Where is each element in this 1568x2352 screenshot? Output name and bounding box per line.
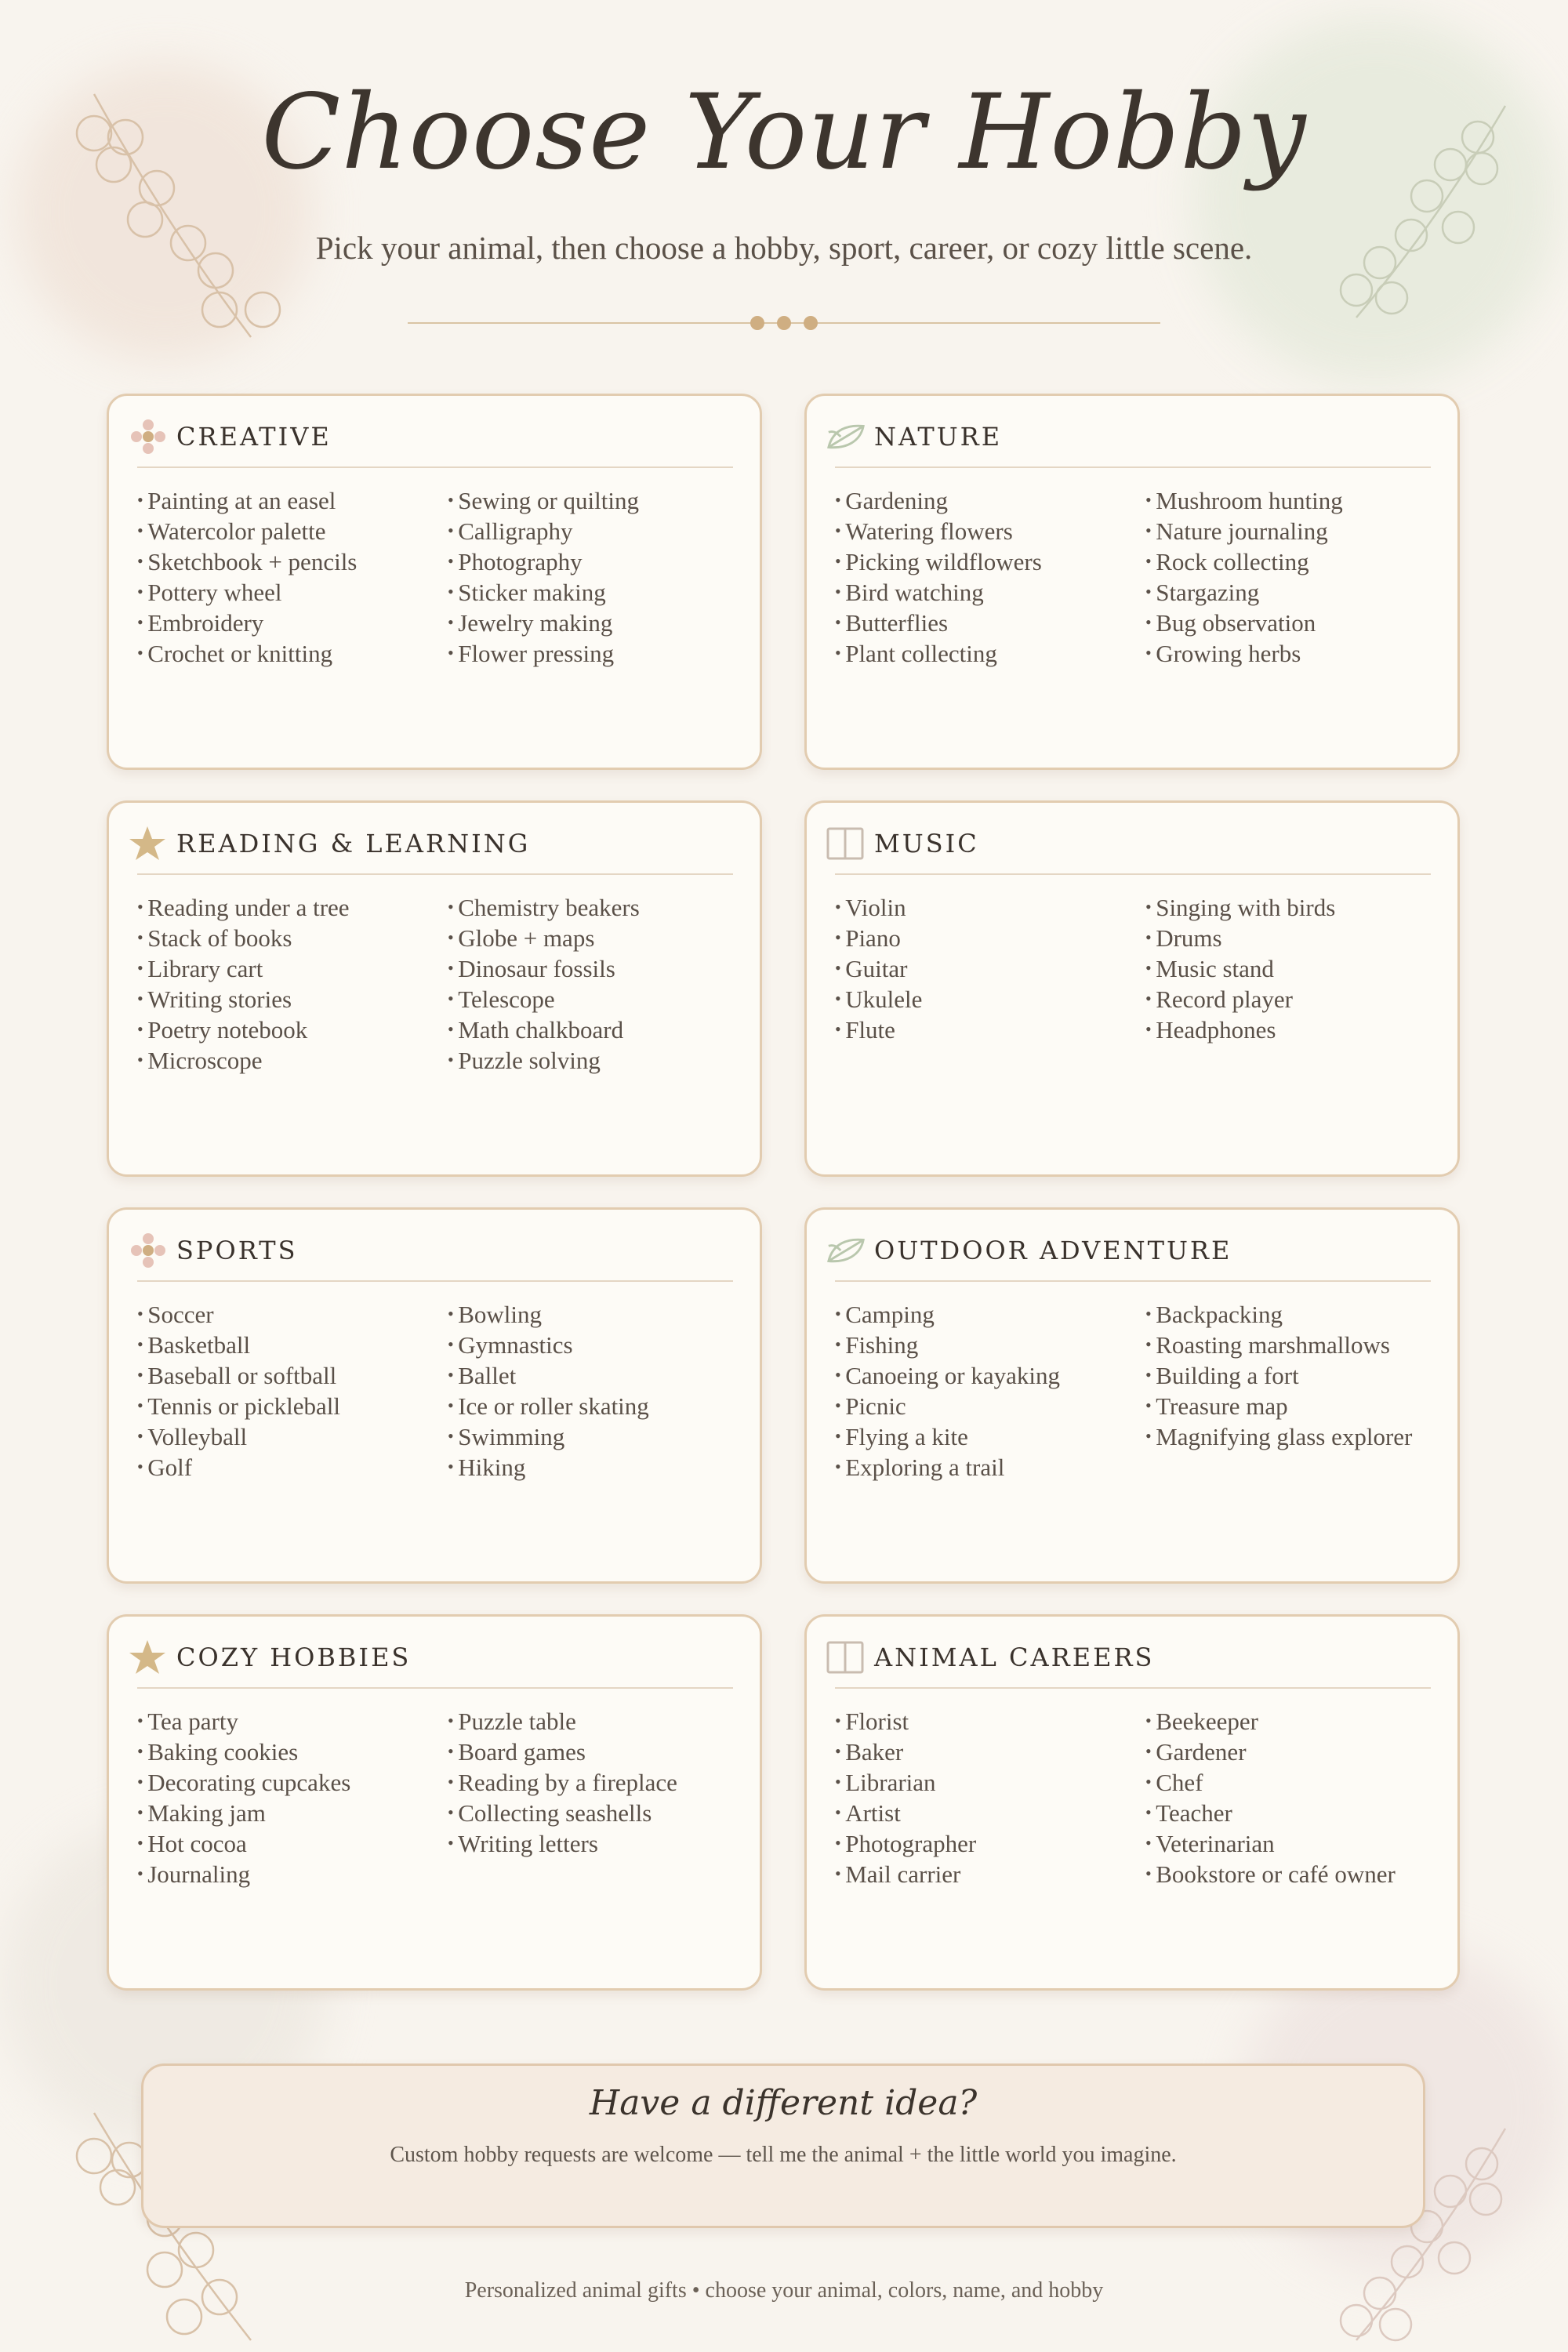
card-divider <box>137 1280 733 1282</box>
hobby-item: • Globe + maps <box>448 924 640 955</box>
hobby-item: • Gardener <box>1145 1738 1396 1769</box>
card-title: COZY HOBBIES <box>176 1642 412 1672</box>
hobby-item: • Puzzle table <box>448 1708 677 1738</box>
card-header <box>128 1637 733 1678</box>
hobby-item: • Gardening <box>835 487 1042 517</box>
card-title: CREATIVE <box>176 422 332 452</box>
card-header <box>826 1637 1431 1678</box>
header-divider <box>408 314 1160 332</box>
hobby-item: • Soccer <box>137 1301 340 1331</box>
hobby-item: • Basketball <box>137 1331 340 1362</box>
hobby-item: • Butterflies <box>835 609 1042 640</box>
card-divider <box>835 466 1431 468</box>
hobby-list <box>1145 1708 1396 1891</box>
card-title: MUSIC <box>874 829 979 858</box>
hobby-item: • Calligraphy <box>448 517 639 548</box>
card-title: ANIMAL CAREERS <box>874 1642 1155 1672</box>
card-header <box>128 823 733 864</box>
hobby-item: • Baseball or softball <box>137 1362 340 1392</box>
hobby-item: • Headphones <box>1145 1016 1335 1047</box>
hobby-item: • Librarian <box>835 1769 976 1799</box>
hobby-item: • Piano <box>835 924 922 955</box>
leaf-icon <box>826 418 868 456</box>
hobby-item: • Crochet or knitting <box>137 640 357 670</box>
card-divider <box>137 466 733 468</box>
hobby-item: • Picking wildflowers <box>835 548 1042 579</box>
hobby-list <box>448 487 639 670</box>
hobby-item: • Gymnastics <box>448 1331 649 1362</box>
flower-icon <box>128 1232 170 1269</box>
hobby-item: • Stargazing <box>1145 579 1343 609</box>
idea-text: Custom hobby requests are welcome — tell me the animal + the little world you imagine. <box>390 2143 1177 2167</box>
hobby-list <box>835 487 1042 670</box>
card-header <box>826 416 1431 457</box>
footer-text: Personalized animal gifts • choose your animal, colors, name, and hobby <box>464 2278 1104 2303</box>
hobby-list <box>1145 894 1335 1047</box>
hobby-item: • Rock collecting <box>1145 548 1343 579</box>
hobby-item: • Collecting seashells <box>448 1799 677 1830</box>
hobby-list <box>448 894 640 1077</box>
card-title: READING & LEARNING <box>176 829 531 858</box>
category-card <box>804 394 1460 770</box>
hobby-item: • Journaling <box>137 1860 350 1891</box>
page-subtitle: Pick your animal, then choose a hobby, sport, career, or cozy little scene. <box>315 230 1253 266</box>
hobby-item: • Tennis or pickleball <box>137 1392 340 1423</box>
hobby-item: • Microscope <box>137 1047 350 1077</box>
card-divider <box>137 873 733 875</box>
hobby-item: • Violin <box>835 894 922 924</box>
card-divider <box>835 1280 1431 1282</box>
hobby-item: • Writing letters <box>448 1830 677 1860</box>
hobby-item: • Photography <box>448 548 639 579</box>
card-title: OUTDOOR ADVENTURE <box>874 1236 1232 1265</box>
card-divider <box>835 873 1431 875</box>
hobby-item: • Artist <box>835 1799 976 1830</box>
hobby-item: • Guitar <box>835 955 922 985</box>
hobby-list <box>835 1301 1060 1484</box>
hobby-item: • Drums <box>1145 924 1335 955</box>
hobby-list <box>137 894 350 1077</box>
book-icon <box>826 1639 868 1676</box>
hobby-item: • Golf <box>137 1454 340 1484</box>
hobby-item: • Bookstore or café owner <box>1145 1860 1396 1891</box>
hobby-item: • Flower pressing <box>448 640 639 670</box>
hobby-item: • Growing herbs <box>1145 640 1343 670</box>
hobby-item: • Baker <box>835 1738 976 1769</box>
hobby-item: • Plant collecting <box>835 640 1042 670</box>
hobby-item: • Veterinarian <box>1145 1830 1396 1860</box>
hobby-item: • Baking cookies <box>137 1738 350 1769</box>
hobby-item: • Ballet <box>448 1362 649 1392</box>
hobby-list <box>137 1301 340 1484</box>
hobby-list <box>137 1708 350 1891</box>
hobby-item: • Sewing or quilting <box>448 487 639 517</box>
hobby-item: • Singing with birds <box>1145 894 1335 924</box>
star-icon <box>128 825 170 862</box>
category-card <box>107 1614 762 1991</box>
category-card <box>107 394 762 770</box>
hobby-item: • Sketchbook + pencils <box>137 548 357 579</box>
hobby-item: • Watering flowers <box>835 517 1042 548</box>
hobby-item: • Bird watching <box>835 579 1042 609</box>
hobby-item: • Music stand <box>1145 955 1335 985</box>
hobby-item: • Teacher <box>1145 1799 1396 1830</box>
hobby-item: • Chemistry beakers <box>448 894 640 924</box>
hobby-item: • Beekeeper <box>1145 1708 1396 1738</box>
star-icon <box>128 1639 170 1676</box>
card-header <box>128 1230 733 1271</box>
hobby-item: • Nature journaling <box>1145 517 1343 548</box>
card-divider <box>835 1687 1431 1689</box>
hobby-item: • Exploring a trail <box>835 1454 1060 1484</box>
hobby-item: • Telescope <box>448 985 640 1016</box>
hobby-item: • Fishing <box>835 1331 1060 1362</box>
hobby-list <box>137 487 357 670</box>
hobby-item: • Volleyball <box>137 1423 340 1454</box>
flower-icon <box>128 418 170 456</box>
hobby-item: • Writing stories <box>137 985 350 1016</box>
hobby-item: • Math chalkboard <box>448 1016 640 1047</box>
card-title: SPORTS <box>176 1236 298 1265</box>
hobby-item: • Jewelry making <box>448 609 639 640</box>
hobby-item: • Sticker making <box>448 579 639 609</box>
card-header <box>128 416 733 457</box>
hobby-item: • Florist <box>835 1708 976 1738</box>
hobby-item: • Photographer <box>835 1830 976 1860</box>
hobby-item: • Reading under a tree <box>137 894 350 924</box>
hobby-item: • Pottery wheel <box>137 579 357 609</box>
hobby-item: • Hot cocoa <box>137 1830 350 1860</box>
hobby-item: • Embroidery <box>137 609 357 640</box>
idea-title: Have a different idea? <box>589 2083 978 2123</box>
hobby-item: • Flying a kite <box>835 1423 1060 1454</box>
hobby-item: • Chef <box>1145 1769 1396 1799</box>
page-title: Choose Your Hobby <box>261 72 1307 193</box>
hobby-item: • Puzzle solving <box>448 1047 640 1077</box>
custom-idea-box <box>141 2063 1425 2228</box>
hobby-item: • Reading by a fireplace <box>448 1769 677 1799</box>
hobby-item: • Hiking <box>448 1454 649 1484</box>
hobby-item: • Building a fort <box>1145 1362 1412 1392</box>
category-card <box>804 1207 1460 1584</box>
card-divider <box>137 1687 733 1689</box>
card-title: NATURE <box>874 422 1003 452</box>
hobby-list <box>1145 1301 1412 1454</box>
hobby-item: • Painting at an easel <box>137 487 357 517</box>
hobby-item: • Backpacking <box>1145 1301 1412 1331</box>
hobby-item: • Treasure map <box>1145 1392 1412 1423</box>
hobby-list <box>835 1708 976 1891</box>
hobby-item: • Dinosaur fossils <box>448 955 640 985</box>
hobby-item: • Board games <box>448 1738 677 1769</box>
hobby-item: • Camping <box>835 1301 1060 1331</box>
hobby-item: • Picnic <box>835 1392 1060 1423</box>
hobby-list <box>835 894 922 1047</box>
hobby-item: • Bug observation <box>1145 609 1343 640</box>
hobby-item: • Stack of books <box>137 924 350 955</box>
hobby-item: • Making jam <box>137 1799 350 1830</box>
hobby-list <box>1145 487 1343 670</box>
hobby-item: • Swimming <box>448 1423 649 1454</box>
hobby-item: • Tea party <box>137 1708 350 1738</box>
hobby-item: • Ukulele <box>835 985 922 1016</box>
hobby-item: • Mail carrier <box>835 1860 976 1891</box>
hobby-item: • Roasting marshmallows <box>1145 1331 1412 1362</box>
card-header <box>826 823 1431 864</box>
hobby-item: • Magnifying glass explorer <box>1145 1423 1412 1454</box>
hobby-item: • Bowling <box>448 1301 649 1331</box>
category-card <box>804 1614 1460 1991</box>
category-card <box>107 800 762 1177</box>
leaf-icon <box>826 1232 868 1269</box>
hobby-item: • Record player <box>1145 985 1335 1016</box>
hobby-list <box>448 1708 677 1860</box>
category-card <box>107 1207 762 1584</box>
book-icon <box>826 825 868 862</box>
hobby-item: • Library cart <box>137 955 350 985</box>
hobby-item: • Watercolor palette <box>137 517 357 548</box>
category-card <box>804 800 1460 1177</box>
hobby-item: • Ice or roller skating <box>448 1392 649 1423</box>
hobby-item: • Poetry notebook <box>137 1016 350 1047</box>
hobby-item: • Canoeing or kayaking <box>835 1362 1060 1392</box>
hobby-item: • Decorating cupcakes <box>137 1769 350 1799</box>
hobby-list <box>448 1301 649 1484</box>
hobby-item: • Flute <box>835 1016 922 1047</box>
hobby-item: • Mushroom hunting <box>1145 487 1343 517</box>
card-header <box>826 1230 1431 1271</box>
